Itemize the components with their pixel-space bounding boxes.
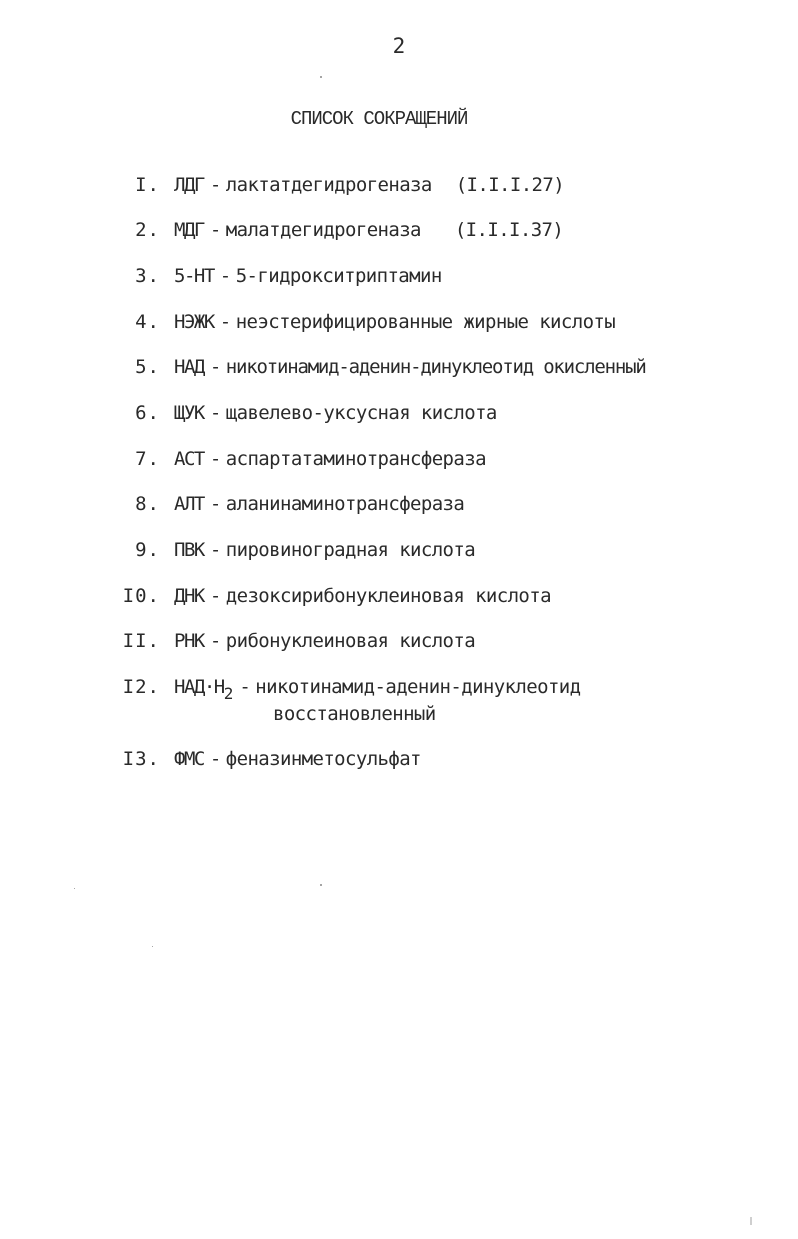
entry-definition: аспартатаминотрансфераза [225,448,486,470]
scan-speck [152,946,153,947]
entry-definition: дезоксирибонуклеиновая кислота [225,585,551,607]
entry-number: 6. [135,402,160,424]
entry-definition: феназинметосульфат [225,748,421,770]
entry-number: I3. [122,748,160,770]
entry-definition: рибонуклеиновая кислота [225,630,476,652]
entry-number: 9. [135,539,160,561]
entry-abbreviation: НЭЖК [174,311,214,333]
entry-definition: 5-гидрокситриптамин [235,265,442,287]
entry-definition: щавелево-уксусная кислота [225,402,497,424]
entry-definition: неэстерифицированные жирные кислоты [235,311,616,333]
entry-number: 2. [135,219,160,241]
entry-dash: - [219,311,230,333]
entry-dash: - [209,174,220,196]
entry-definition: никотинамид-аденин-динуклеотид [255,676,581,698]
entry-number: II. [122,630,160,652]
entry-enzyme-code: (I.I.I.27) [455,174,565,196]
entry-definition: никотинамид-аденин-динуклеотид окисленный [225,356,646,378]
scan-speck [320,884,322,886]
entry-dash: - [219,265,230,287]
entry-number: I2. [122,676,160,698]
entry-abbreviation: НАД·Н [174,676,224,698]
page-title: СПИСОК СОКРАЩЕНИЙ [290,108,468,130]
entry-dash: - [209,539,220,561]
entry-abbreviation: ПВК [174,539,204,561]
entry-definition: лактатдегидрогеназа [225,174,432,196]
entry-dash: - [209,402,220,424]
scan-speck [320,76,322,78]
entry-abbreviation: ФМС [174,748,204,770]
entry-dash: - [209,585,220,607]
entry-abbreviation: ДНК [174,585,204,607]
entry-dash: - [239,676,250,698]
entry-abbreviation: 5-НТ [174,265,214,287]
entry-dash: - [209,219,220,241]
entry-definition: пировиноградная кислота [225,539,476,561]
page-number: 2 [392,34,406,58]
scan-speck [74,888,75,889]
entry-number: 4. [135,311,160,333]
entry-dash: - [209,448,220,470]
entry-number: I. [135,174,160,196]
entry-number: 7. [135,448,160,470]
entry-abbreviation: ЛДГ [174,174,204,196]
entry-abbreviation: НАД [174,356,204,378]
entry-number: 5. [135,356,160,378]
entry-abbreviation: АСТ [174,448,204,470]
entry-dash: - [209,630,220,652]
entry-dash: - [209,748,220,770]
entry-abbreviation: АЛТ [174,493,204,515]
entry-abbreviation: РНК [174,630,204,652]
entry-abbreviation: МДГ [174,219,204,241]
entry-abbreviation-subscript: 2 [223,684,234,703]
entry-definition: малатдегидрогеназа [225,219,421,241]
entry-definition: аланинаминотрансфераза [225,493,465,515]
entry-definition-continuation: восстановленный [273,703,436,725]
entry-dash: - [209,356,220,378]
entry-dash: - [209,493,220,515]
entry-number: I0. [122,585,160,607]
scan-speck [750,1217,752,1225]
entry-abbreviation: ЩУК [174,402,204,424]
entry-number: 3. [135,265,160,287]
entry-enzyme-code: (I.I.I.37) [454,219,564,241]
entry-number: 8. [135,493,160,515]
